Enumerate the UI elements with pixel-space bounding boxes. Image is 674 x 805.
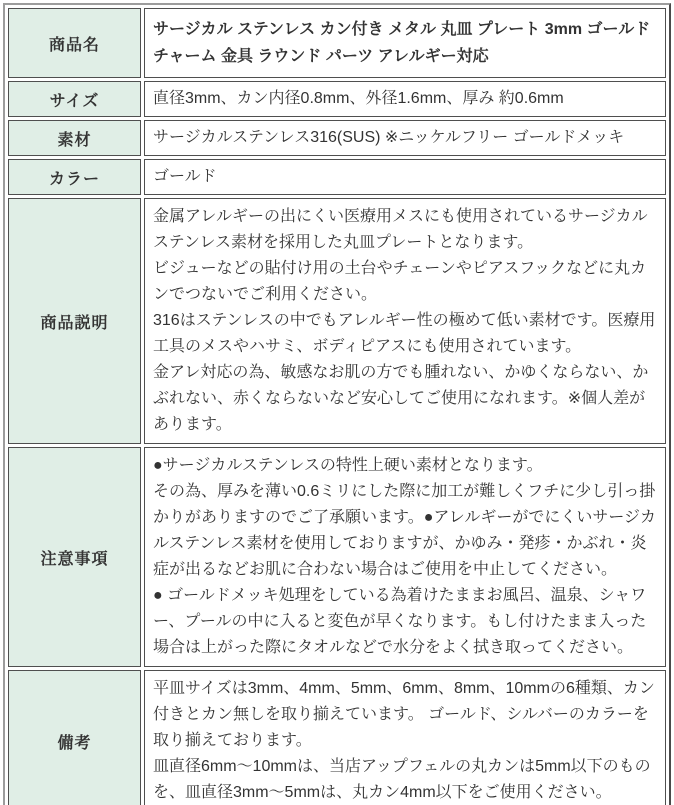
spec-label-description: 商品説明: [8, 198, 141, 444]
spec-label-color: カラー: [8, 159, 141, 195]
spec-label-remarks: 備考: [8, 670, 141, 805]
spec-value-size: [144, 81, 666, 117]
spec-value-product-name: [144, 8, 666, 78]
paragraph: 直径3mm、カン内径0.8mm、外径1.6mm、厚み 約0.6mm: [153, 90, 564, 107]
paragraph: サージカル ステンレス カン付き メタル 丸皿 プレート 3mm ゴールド チャーム 金具 ラウンド パーツ アレルギー対応: [153, 21, 651, 65]
spec-row-description: [8, 198, 666, 444]
product-spec-table: [3, 3, 671, 805]
spec-label-product-name: 商品名: [8, 8, 141, 78]
spec-row-notice: [8, 447, 666, 667]
paragraph: ビジューなどの貼付け用の土台やチェーンやピアスフックなどに丸カンでつないでご利用ください。: [153, 260, 647, 303]
paragraph: ● ゴールドメッキ処理をしている為着けたままお風呂、温泉、シャワー、プールの中に入ると変色が早くなります。もし付けたまま入った場合は上がった際にタオルなどで水分をよく拭き取ってください。: [153, 587, 647, 656]
paragraph: サージカルステンレス316(SUS) ※ニッケルフリー ゴールドメッキ: [153, 129, 625, 146]
spec-row-material: [8, 120, 666, 156]
spec-value-material: [144, 120, 666, 156]
spec-value-description: [144, 198, 666, 444]
paragraph: ゴールド: [153, 168, 217, 185]
spec-value-remarks: [144, 670, 666, 805]
spec-row-product-name: [8, 8, 666, 78]
spec-label-notice: 注意事項: [8, 447, 141, 667]
spec-label-material: 素材: [8, 120, 141, 156]
paragraph: 金アレ対応の為、敏感なお肌の方でも腫れない、かゆくならない、かぶれない、赤くならないなど安心してご使用になれます。※個人差があります。: [153, 364, 649, 433]
spec-label-size: サイズ: [8, 81, 141, 117]
spec-value-notice: [144, 447, 666, 667]
paragraph: ●サージカルステンレスの特性上硬い素材となります。: [153, 457, 543, 474]
spec-value-color: [144, 159, 666, 195]
paragraph: 316はステンレスの中でもアレルギー性の極めて低い素材です。医療用工具のメスやハサミ、ボディピアスにも使用されています。: [153, 312, 656, 355]
spec-row-remarks: [8, 670, 666, 805]
spec-row-size: [8, 81, 666, 117]
paragraph: 皿直径6mm〜10mmは、当店アップフェルの丸カンは5mm以下のものを、皿直径3mm〜5mmは、丸カン4mm以下をご使用ください。: [153, 758, 651, 801]
paragraph: 平皿サイズは3mm、4mm、5mm、6mm、8mm、10mmの6種類、カン付きとカン無しを取り揃えています。 ゴールド、シルバーのカラーを取り揃えております。: [153, 680, 655, 749]
spec-row-color: [8, 159, 666, 195]
paragraph: その為、厚みを薄い0.6ミリにした際に加工が難しくフチに少し引っ掛かりがありますのでご了承願います。●アレルギーがでにくいサージカルステンレス素材を使用しておりますが、かゆみ・発疹・かぶれ・炎症が出るなどお肌に合わない場合はご使用を中止してください。: [153, 483, 657, 578]
paragraph: 金属アレルギーの出にくい医療用メスにも使用されているサージカルステンレス素材を採用した丸皿プレートとなります。: [153, 208, 648, 251]
